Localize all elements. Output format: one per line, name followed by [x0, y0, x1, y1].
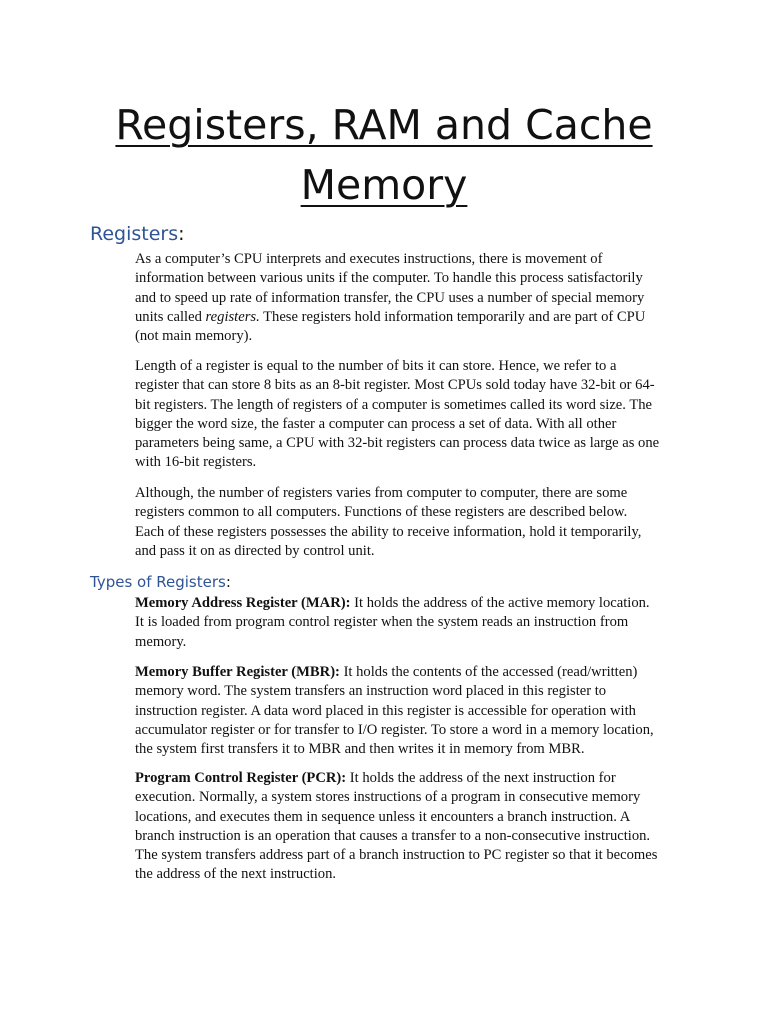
text-run: It holds the address of the active memory location.	[350, 595, 650, 611]
text-line: information between various units if the computer. To handle this process satisfactorily	[135, 270, 643, 287]
mar-paragraph	[135, 594, 695, 652]
document-title-line-2: Memory	[300, 161, 468, 209]
text-line	[135, 308, 695, 327]
registers-heading-colon: :	[178, 223, 185, 245]
text-line: As a computer’s CPU interprets and executes instructions, there is movement of	[135, 251, 603, 267]
text-line: memory.	[135, 633, 187, 650]
text-line	[135, 594, 695, 613]
text-line: and to speed up rate of information transfer, the CPU uses a number of special memory	[135, 289, 645, 306]
registers-heading	[90, 221, 185, 247]
text-line: parameters being same, a CPU with 32-bit registers can process data twice as large as one	[135, 435, 660, 452]
text-run: It holds the address of the next instruction for	[346, 770, 616, 786]
types-heading-text: Types of Registers	[90, 573, 226, 591]
text-line: The system transfers address part of a branch instruction to PC register so that it becomes	[135, 847, 658, 864]
text-line: the system first transfers it to MBR and then writes it in memory from MBR.	[135, 741, 585, 758]
text-line: Although, the number of registers varies from computer to computer, there are some	[135, 485, 628, 501]
text-line: locations, and executes them in sequence unless it encounters a branch instruction. A	[135, 808, 631, 825]
text-line: and pass it on as directed by control unit.	[135, 542, 375, 559]
text-line: registers common to all computers. Functions of these registers are described below.	[135, 504, 628, 521]
text-line: the address of the next instruction.	[135, 866, 337, 883]
registers-paragraph-2	[135, 357, 695, 473]
text-line: instruction register. A data word placed in this register is accessible for operation with	[135, 702, 636, 719]
text-line: with 16-bit registers.	[135, 454, 257, 471]
text-line: bit registers. The length of registers of a computer is sometimes called its word size. The	[135, 396, 653, 413]
mbr-term: Memory Buffer Register (MBR):	[135, 664, 340, 680]
text-line	[135, 663, 695, 682]
pcr-term: Program Control Register (PCR):	[135, 770, 347, 786]
document-title-line-1: Registers, RAM and Cache	[115, 101, 653, 149]
text-run: units called	[135, 308, 206, 325]
text-line	[135, 769, 695, 788]
text-line: Each of these registers possesses the ability to receive information, hold it temporarily,	[135, 523, 642, 540]
text-line: bigger the word size, the faster a computer can process a set of data. With all other	[135, 415, 617, 432]
text-line: execution. Normally, a system stores instructions of a program in consecutive memory	[135, 789, 641, 806]
registers-paragraph-1	[135, 250, 695, 346]
text-run: These registers hold information temporarily and are part of CPU	[259, 308, 646, 325]
mar-term: Memory Address Register (MAR):	[135, 595, 351, 611]
types-of-registers-heading	[90, 571, 231, 593]
text-line: It is loaded from program control register when the system reads an instruction from	[135, 614, 629, 631]
registers-paragraph-3	[135, 484, 695, 561]
text-line: accumulator register or for transfer to I/O register. To store a word in a memory location,	[135, 721, 654, 738]
text-line: branch instruction is an operation that causes a transfer to a non-consecutive instruction.	[135, 827, 651, 844]
pcr-paragraph	[135, 769, 695, 885]
text-run: It holds the contents of the accessed (read/written)	[339, 664, 638, 680]
mbr-paragraph	[135, 663, 695, 759]
text-line: (not main memory).	[135, 328, 253, 345]
types-heading-colon: :	[225, 573, 231, 591]
emphasis-registers: registers.	[205, 308, 260, 325]
text-line: memory word. The system transfers an instruction word placed in this register to	[135, 683, 607, 700]
document-title	[0, 95, 768, 215]
registers-heading-text: Registers	[90, 223, 179, 245]
text-line: register that can store 8 bits as an 8-bit register. Most CPUs sold today have 32-bit or 64-	[135, 377, 655, 394]
text-line: Length of a register is equal to the number of bits it can store. Hence, we refer to a	[135, 358, 617, 374]
